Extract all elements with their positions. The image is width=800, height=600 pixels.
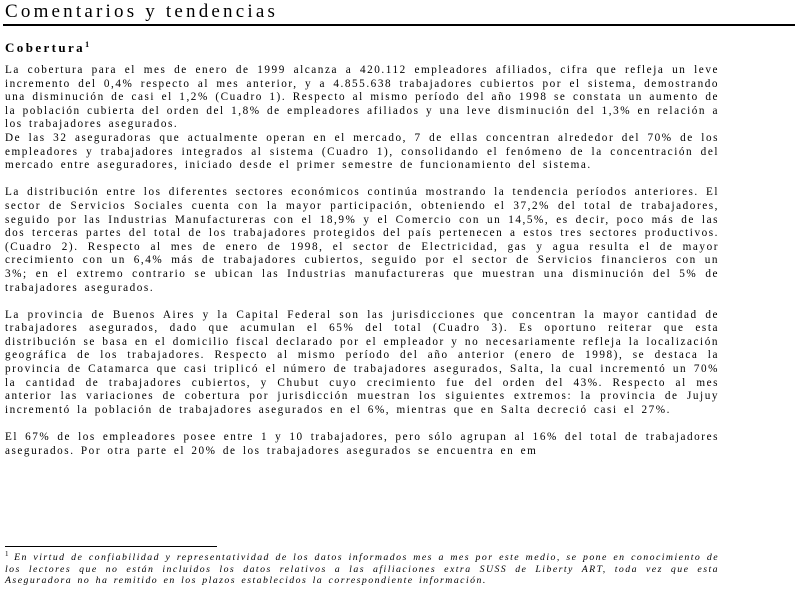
- footnote-rule: [5, 546, 217, 547]
- paragraph-sectors: La distribución entre los diferentes sectores económicos continúa mostrando la tendencia períodos anteriores. El sector de Servicios Sociales cuenta con la mayor participación, obteniendo el 37,2% del total de trabajadores, seguido por las Industrias Manufactureras con el 18,9% y el Comercio con un 14,5%, es decir, poco más de las dos terceras partes del total de los trabajadores protegidos del país pertenecen a estos tres sectores productivos. (Cuadro 2). Respecto al mes de enero de 1998, el sector de Electricidad, gas y agua resulta el de mayor crecimiento con un 6,4% más de trabajadores cubiertos, seguido por el sector de Servicios financieros con un 3%; en el extremo contrario se ubican las Industrias manufactureras que muestran una disminución del 5% de trabajadores asegurados.: [5, 186, 719, 294]
- paragraph-employers: El 67% de los empleadores posee entre 1 y 10 trabajadores, pero sólo agrupan al 16% del total de trabajadores asegurados. Por otra parte el 20% de los trabajadores asegurados se encuentra en em: [5, 431, 719, 457]
- paragraph-coverage-2: De las 32 aseguradoras que actualmente operan en el mercado, 7 de ellas concentran alrededor del 70% de los empleadores y trabajadores integrados al sistema (Cuadro 1), consolidando el fenómeno de la concentración del mercado entre aseguradores, iniciado desde el primer semestre de funcionamiento del sistema.: [5, 131, 719, 172]
- footnote-text: En virtud de confiabilidad y representatividad de los datos informados mes a mes por este medio, se pone en conocimiento de los lectores que no están incluidos los datos relativos a las afiliaciones extra SUSS de Liberty ART, toda vez que esta Aseguradora no ha remitido en los plazos establecidos la correspondiente información.: [5, 552, 719, 587]
- section-heading: [5, 36, 89, 57]
- paragraph-provinces: La provincia de Buenos Aires y la Capital Federal son las jurisdicciones que concentran la mayor cantidad de trabajadores asegurados, dado que acumulan el 65% del total (Cuadro 3). Es oportuno reiterar que esta distribución se basa en el domicilio fiscal declarado por el empleador y no necesariamente refleja la localización geográfica de los trabajadores. Respecto al mismo período del año anterior (enero de 1998), se destaca la provincia de Catamarca que casi triplicó el número de trabajadores asegurados, Salta, la cual incrementó un 70% la cantidad de trabajadores cubiertos, y Chubut cuyo crecimiento fue del orden del 43%. Respecto al mes anterior las variaciones de cobertura por jurisdicción muestran los siguientes extremos: la provincia de Jujuy incrementó la población de trabajadores asegurados en el 6%, mientras que en Salta decreció casi el 27%.: [5, 308, 719, 416]
- footnote: [5, 549, 719, 587]
- footnote-marker: 1: [5, 550, 9, 558]
- page-title: Comentarios y tendencias: [5, 1, 279, 22]
- title-rule: [3, 24, 795, 26]
- footnote-reference: 1: [85, 40, 90, 49]
- body-text: [5, 64, 719, 472]
- paragraph-coverage-1: La cobertura para el mes de enero de 1999 alcanza a 420.112 empleadores afiliados, cifra que refleja un leve incremento del 0,4% respecto al mes anterior, y a 4.855.638 trabajadores cubiertos por el sistema, demostrando una disminución de casi el 1,2% (Cuadro 1). Respecto al mismo período del año 1998 se constata un aumento de la población cubierta del orden del 1,8% de empleadores afiliados y una leve disminución del 1,3% en relación a los trabajadores asegurados.: [5, 64, 719, 131]
- section-heading-text: Cobertura: [5, 40, 86, 55]
